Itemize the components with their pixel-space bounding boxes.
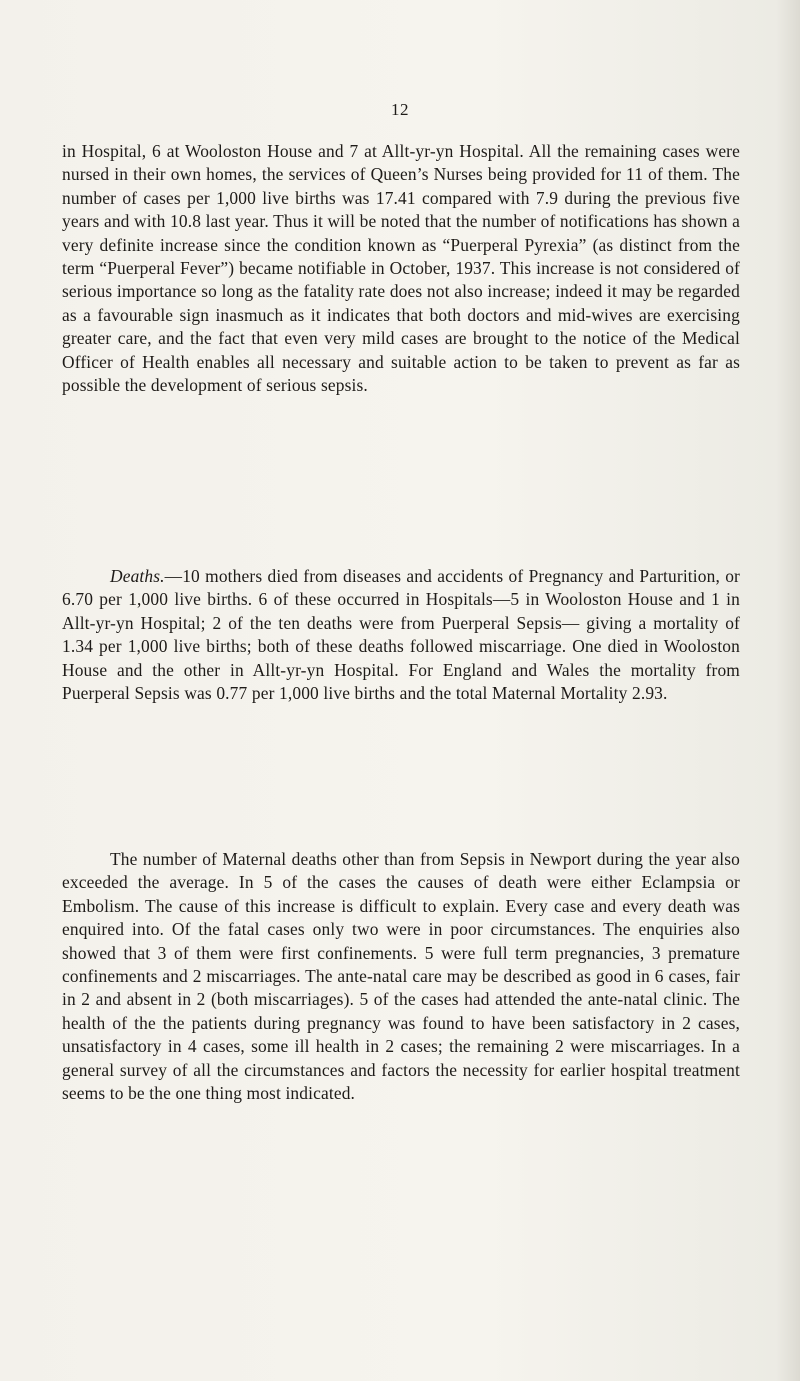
- paragraph-deaths: [62, 565, 740, 705]
- paragraph-text: in Hospital, 6 at Wooloston House and 7 at Allt-yr-yn Hospital. All the remaining cases were nursed in their own homes, the services of Queen’s Nurses being provided for 11 of them. The number of cases per 1,000 live births was 17.41 compared with 7.9 during the previous five years and with 10.8 last year. Thus it will be noted that the number of notifications has shown a very definite increase since the condition known as “Puerperal Pyrexia” (as distinct from the term “Puerperal Fever”) became notifiable in October, 1937. This increase is not considered of serious importance so long as the fatality rate does not also increase; indeed it may be regarded as a favourable sign inasmuch as it indicates that both doctors and mid-wives are exercising greater care, and the fact that even very mild cases are brought to the notice of the Medical Officer of Health enables all necessary and suitable action to be taken to prevent as far as possible the development of serious sepsis.: [62, 141, 740, 396]
- paragraph-body: [62, 565, 740, 705]
- paragraph-text: —10 mothers died from diseases and accidents of Pregnancy and Parturition, or 6.70 per 1,000 live births. 6 of these occurred in Hospitals—5 in Wooloston House and 1 in Allt-yr-yn Hospital; 2 of the ten deaths were from Puerperal Sepsis— giving a mortality of 1.34 per 1,000 live births; both of these deaths followed miscarriage. One died in Wooloston House and the other in Allt-yr-yn Hospital. For England and Wales the mortality from Puerperal Sepsis was 0.77 per 1,000 live births and the total Maternal Mortality 2.93.: [62, 566, 740, 704]
- paragraph-text: The number of Maternal deaths other than from Sepsis in Newport during the year also exceeded the average. In 5 of the cases the causes of death were either Eclampsia or Embolism. The cause of this increase is difficult to explain. Every case and every death was enquired into. Of the fatal cases only two were in poor circumstances. The enquiries also showed that 3 of them were first confinements. 5 were full term pregnancies, 3 premature confinements and 2 miscarriages. The ante-natal care may be described as good in 6 cases, fair in 2 and absent in 2 (both miscarriages). 5 of the cases had attended the ante-natal clinic. The health of the the patients during pregnancy was found to have been satisfactory in 2 cases, unsatisfactory in 4 cases, some ill health in 2 cases; the remaining 2 were miscarriages. In a general survey of all the circumstances and factors the necessity for earlier hospital treatment seems to be the one thing most indicated.: [62, 849, 740, 1104]
- paragraph-lead-heading: Deaths.: [110, 566, 165, 586]
- paragraph-maternal-deaths: [62, 848, 740, 1105]
- paragraph-puerperal-pyrexia: [62, 140, 740, 397]
- page-number: 12: [391, 100, 409, 119]
